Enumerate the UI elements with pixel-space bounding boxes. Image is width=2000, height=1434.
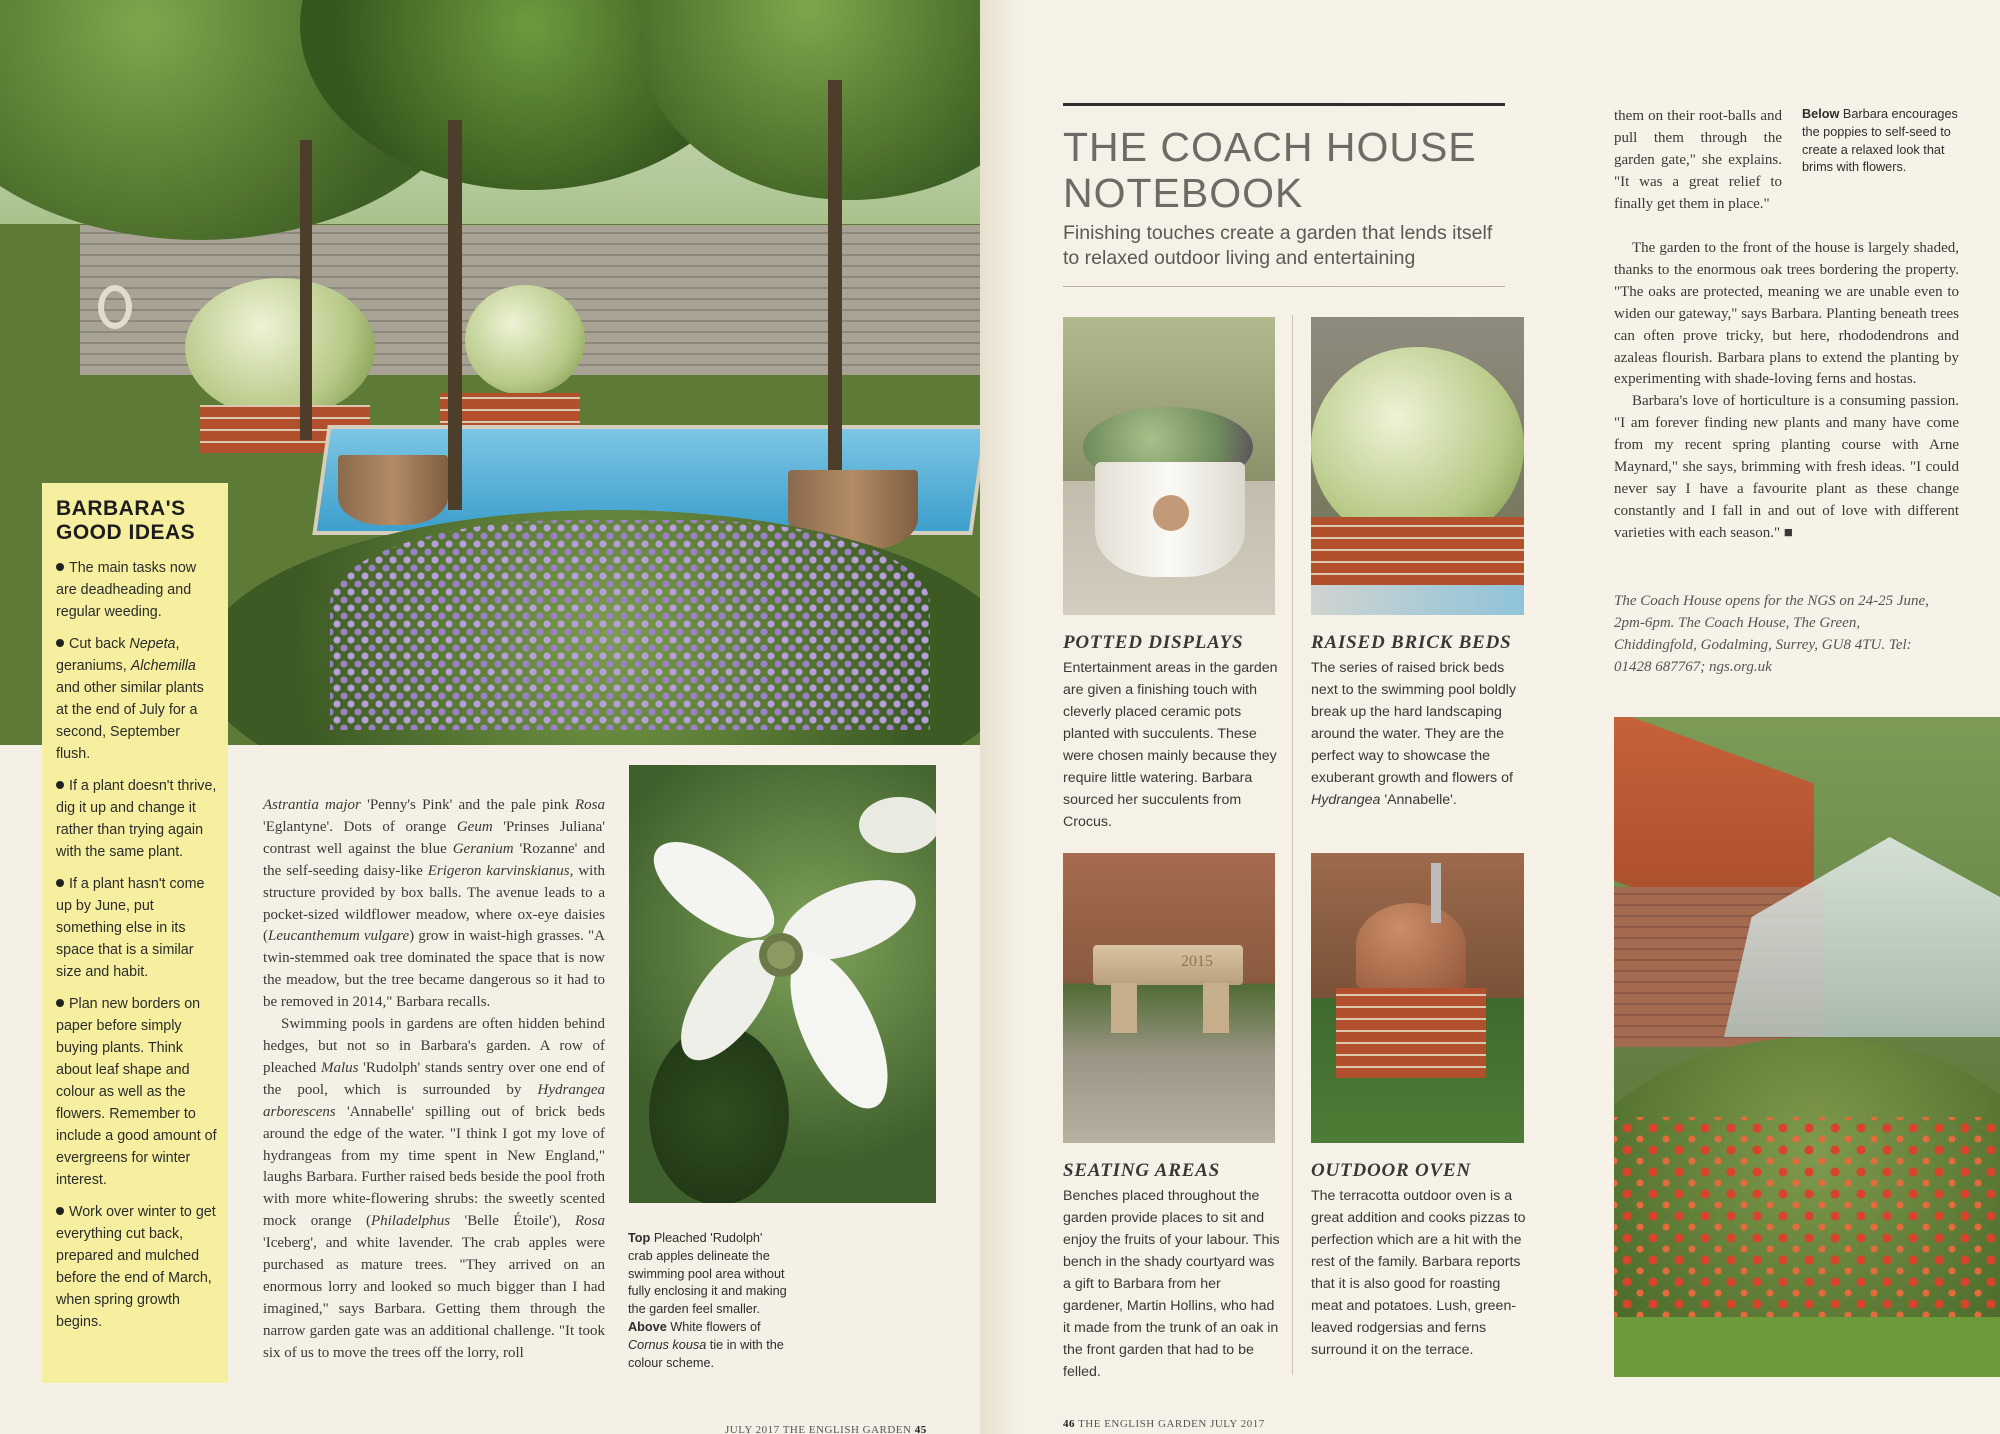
sidebar-tip: Plan new borders on paper before simply buying plants. Think about leaf shape and colour as well as the flowers. Remember to include a good amount of evergreens for winter interest. [56,996,217,1188]
sidebar-tip: The main tasks now are deadheading and regular weeding. [56,560,197,620]
cornus-flower-icon [629,765,936,1203]
right-folio: 46 THE ENGLISH GARDEN JULY 2017 [1063,1418,1265,1430]
card-text-seating: Benches placed throughout the garden provide places to sit and enjoy the fruits of your labour. This bench in the shady courtyard was a gift to Barbara from her gardener, Martin Hollins, who had it made from the trunk of an oak in the front garden that had to be felled. [1063,1188,1280,1380]
cards-divider [1292,315,1293,1375]
left-folio: JULY 2017 THE ENGLISH GARDEN 45 [725,1424,927,1434]
bullet-icon [56,879,64,887]
sidebar-title: BARBARA'S GOOD IDEAS [56,497,196,544]
sidebar-tip: If a plant doesn't thrive, dig it up and change it rather than trying again with the same plant. [56,778,217,860]
card-heading-oven: OUTDOOR OVEN [1311,1160,1472,1181]
bullet-icon [56,563,64,571]
section-headline: THE COACH HOUSE NOTEBOOK [1063,124,1477,216]
bullet-icon [56,999,64,1007]
left-page [0,0,980,1434]
card-text-raised: The series of raised brick beds next to the swimming pool boldly break up the hard landscaping around the water. They are the perfect way to showcase the exuberant growth and flowers of Hydrangea 'Annabelle'. [1311,660,1517,808]
right-column-body [1614,238,1959,545]
card-heading-seating: SEATING AREAS [1063,1160,1221,1181]
sidebar-tip: Cut back Nepeta, geraniums, Alchemilla and other similar plants at the end of July for a second, September flush. [56,636,204,762]
card-text-potted: Entertainment areas in the garden are given a finishing touch with cleverly placed ceramic pots planted with succulents. These were chosen mainly because they require little watering. Barbara sourced her succulents from Crocus. [1063,660,1278,830]
card-text-oven: The terracotta outdoor oven is a great addition and cooks pizzas to perfection which are a hit with the rest of the family. Barbara reports that it is also good for roasting meat and potatoes. Lush, green-leaved rodgersias and ferns surround it on the terrace. [1311,1188,1526,1358]
body-paragraph: Swimming pools in gardens are often hidden behind hedges, but not so in Barbara's garden. A row of pleached Malus 'Rudolph' stands sentry over one end of the pool, which is surrounded by Hydrangea arborescens 'Annabelle' spilling out of brick beds around the edge of the water. "I think I got my love of hydrangeas from my time spent in New England," laughs Barbara. Further raised beds beside the pool froth with more white-flowering shrubs: the sweetly scented mock orange (Philadelphus 'Belle Étoile'), Rosa 'Iceberg', and white lavender. The crab apples were purchased as mature trees. "They arrived on an enormous lorry and looked so much bigger than I had imagined," says Barbara. Getting them through the narrow garden gate was an additional challenge. "It took six of us to move the trees off the lorry, roll [263,1016,605,1361]
right-column-lead: them on their root-balls and pull them through the garden gate," she explains. "It was a great relief to finally get them in place." [1614,108,1782,212]
body-paragraph: Astrantia major 'Penny's Pink' and the pale pink Rosa 'Eglantyne'. Dots of orange Geum 'Prinses Juliana' contrast well against the blue Geranium 'Rozanne' and the self-seeding daisy-like Erigeron karvinskianus, with structure provided by box balls. The avenue leads to a pocket-sized wildflower meadow, where ox-eye daisies (Leucanthemum vulgare) grow in waist-high grasses. "A twin-stemmed oak tree dominated the space that is now the meadow, but the tree became dangerous so it had to be removed in 2014," Barbara recalls. [263,797,605,1011]
below-caption: Below Barbara encourages the poppies to self-seed to create a relaxed look that brims with flowers. [1802,107,1958,175]
sidebar-tip: If a plant hasn't come up by June, put something else in its space that is a similar size and habit. [56,876,205,980]
oak-bench-photo [1063,853,1275,1143]
standfirst-rule [1063,286,1505,287]
cornus-flower-photo [629,765,936,1203]
body-paragraph: The garden to the front of the house is largely shaded, thanks to the enormous oak trees bordering the property. "The oaks are protected, meaning we are unable even to widen our gateway," says Barbara. Planting beneath trees can often prove tricky, but here, rhododendrons and azaleas flourish. Barbara plans to extend the planting by experimenting with shade-loving ferns and hostas. [1614,240,1959,388]
potted-succulents-photo [1063,317,1275,615]
left-body-column [263,795,605,1365]
opening-info: The Coach House opens for the NGS on 24-25 June, 2pm-6pm. The Coach House, The Green, Chiddingfold, Godalming, Surrey, GU8 4TU. Tel: 01428 687767; ngs.org.uk [1614,593,1929,675]
headline-rule [1063,103,1505,106]
photo-caption: Top Pleached 'Rudolph' crab apples delineate the swimming pool area without fully enclosing it and making the garden feel smaller. Above White flowers of Cornus kousa tie in with the colour scheme. [628,1231,787,1370]
greenhouse-garden-photo [1614,717,2000,1377]
bullet-icon [56,639,64,647]
bench-year: 2015 [1181,953,1213,970]
outdoor-oven-photo [1311,853,1524,1143]
raised-brick-bed-photo [1311,317,1524,615]
standfirst: Finishing touches create a garden that lends itself to relaxed outdoor living and entertaining [1063,222,1493,269]
good-ideas-sidebar [42,483,228,1383]
sidebar-tips-list [56,557,218,1333]
card-heading-potted: POTTED DISPLAYS [1063,632,1244,653]
bullet-icon [56,1207,64,1215]
sidebar-tip: Work over winter to get everything cut back, prepared and mulched before the end of March, when spring growth begins. [56,1204,216,1330]
card-heading-raised: RAISED BRICK BEDS [1311,632,1512,653]
body-paragraph: Barbara's love of horticulture is a consuming passion. "I am forever finding new plants and many have come from my recent spring planting course with Arne Maynard," she says, brimming with fresh ideas. "I could never say I have a favourite plant as these change constantly and I fall in and out of love with different varieties with each season." ■ [1614,393,1959,541]
bullet-icon [56,781,64,789]
